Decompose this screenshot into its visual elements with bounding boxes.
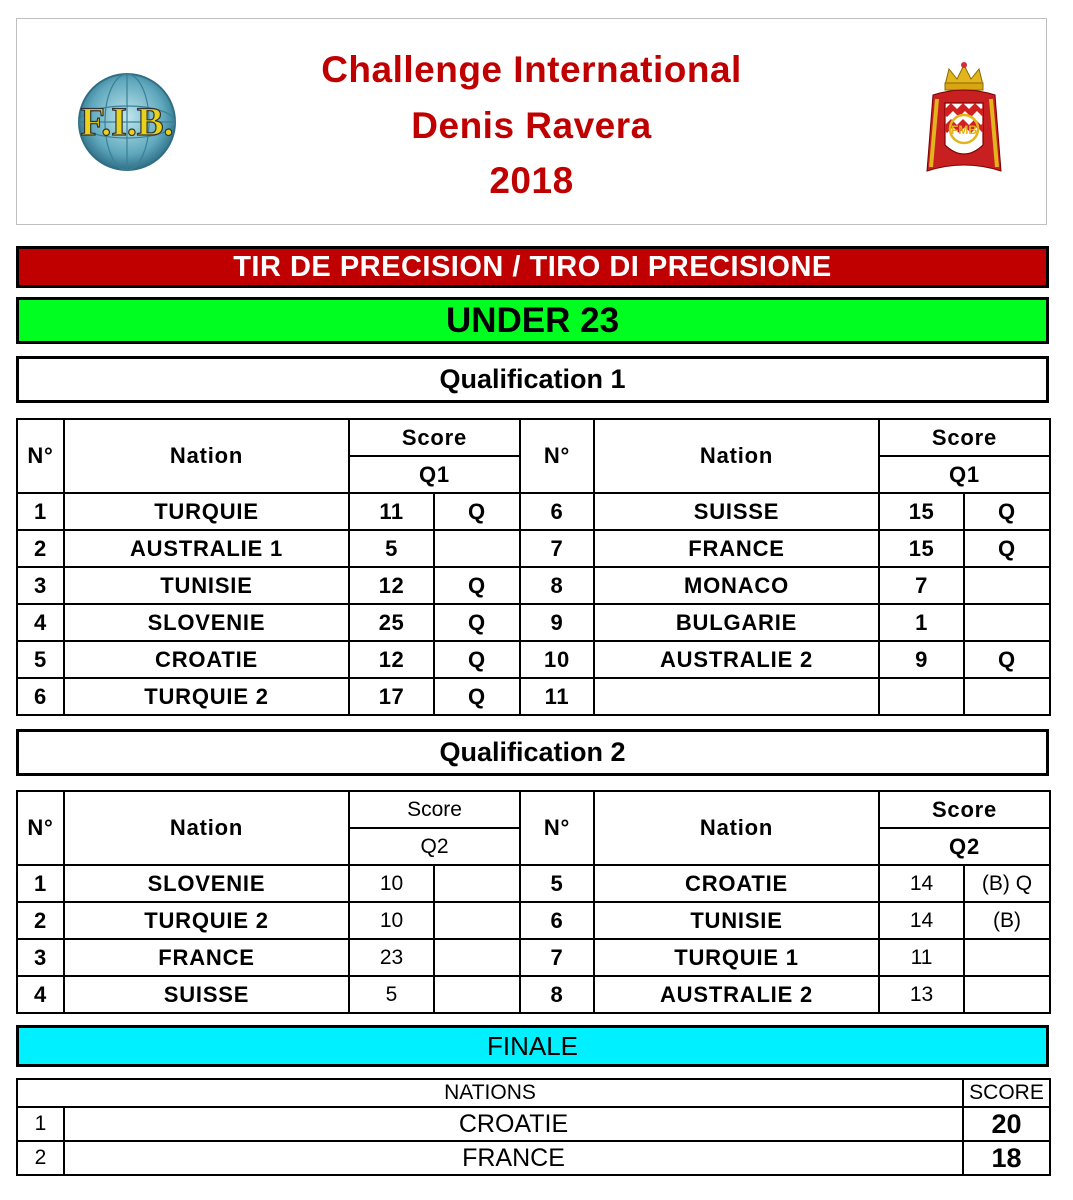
q2-nation: TUNISIE xyxy=(594,902,879,939)
q1-mark: Q xyxy=(434,604,520,641)
q1-nation: BULGARIE xyxy=(594,604,879,641)
q1-no: 2 xyxy=(17,530,64,567)
q2-no: 1 xyxy=(17,865,64,902)
q2-nation: AUSTRALIE 2 xyxy=(594,976,879,1013)
title-line-2: Denis Ravera xyxy=(411,105,652,146)
finale-title: FINALE xyxy=(16,1025,1049,1067)
q2-nation: FRANCE xyxy=(64,939,349,976)
q1-header-no-right: N° xyxy=(520,419,594,493)
q2-no: 2 xyxy=(17,902,64,939)
q1-score: 15 xyxy=(879,493,964,530)
q2-no: 4 xyxy=(17,976,64,1013)
q2-nation: TURQUIE 2 xyxy=(64,902,349,939)
title-line-1: Challenge International xyxy=(321,49,742,90)
q1-nation: MONACO xyxy=(594,567,879,604)
q1-score: 12 xyxy=(349,567,434,604)
q2-header-nation-left: Nation xyxy=(64,791,349,865)
q1-no: 1 xyxy=(17,493,64,530)
q1-header-score-left: Score xyxy=(349,419,520,456)
q1-header-nation-right: Nation xyxy=(594,419,879,493)
q1-score: 11 xyxy=(349,493,434,530)
fib-logo-text: F.I.B. xyxy=(80,99,174,144)
category-band: UNDER 23 xyxy=(16,297,1049,344)
q1-no: 7 xyxy=(520,530,594,567)
q2-nation: CROATIE xyxy=(594,865,879,902)
q1-score: 12 xyxy=(349,641,434,678)
finale-nation: CROATIE xyxy=(64,1107,963,1141)
q1-score: 1 xyxy=(879,604,964,641)
q1-nation: FRANCE xyxy=(594,530,879,567)
q1-header-no-left: N° xyxy=(17,419,64,493)
q2-no: 8 xyxy=(520,976,594,1013)
q2-score: 23 xyxy=(349,939,434,976)
q2-mark xyxy=(434,902,520,939)
finale-score: 18 xyxy=(963,1141,1050,1175)
table-row xyxy=(17,530,1050,567)
table-row xyxy=(17,1141,1050,1175)
q1-no: 10 xyxy=(520,641,594,678)
event-title-band: TIR DE PRECISION / TIRO DI PRECISIONE xyxy=(16,246,1049,288)
q1-score: 9 xyxy=(879,641,964,678)
q1-nation xyxy=(594,678,879,715)
q1-no: 11 xyxy=(520,678,594,715)
q2-mark xyxy=(434,976,520,1013)
q1-no: 8 xyxy=(520,567,594,604)
q1-mark: Q xyxy=(964,641,1050,678)
q1-nation: AUSTRALIE 2 xyxy=(594,641,879,678)
q2-no: 7 xyxy=(520,939,594,976)
q2-score: 11 xyxy=(879,939,964,976)
q1-nation: SUISSE xyxy=(594,493,879,530)
finale-header-score: SCORE xyxy=(963,1079,1050,1107)
fmb-logo-text: FMB xyxy=(951,123,977,137)
q1-no: 3 xyxy=(17,567,64,604)
q2-score: 10 xyxy=(349,902,434,939)
table-row xyxy=(17,865,1050,902)
q1-mark xyxy=(964,567,1050,604)
q2-header-no-left: N° xyxy=(17,791,64,865)
q1-header-score-right: Score xyxy=(879,419,1050,456)
table-row xyxy=(17,939,1050,976)
q2-no: 3 xyxy=(17,939,64,976)
table-row xyxy=(17,678,1050,715)
q2-mark xyxy=(434,939,520,976)
q1-nation: SLOVENIE xyxy=(64,604,349,641)
q1-score: 25 xyxy=(349,604,434,641)
q2-nation: SLOVENIE xyxy=(64,865,349,902)
q2-mark: (B) xyxy=(964,902,1050,939)
q1-score: 17 xyxy=(349,678,434,715)
q1-nation: TUNISIE xyxy=(64,567,349,604)
q2-no: 5 xyxy=(520,865,594,902)
finale-rank: 1 xyxy=(17,1107,64,1141)
q1-score: 15 xyxy=(879,530,964,567)
finale-header-nations: NATIONS xyxy=(17,1079,963,1107)
q1-mark: Q xyxy=(434,678,520,715)
table-row xyxy=(17,1107,1050,1141)
q1-no: 6 xyxy=(520,493,594,530)
q1-score: 5 xyxy=(349,530,434,567)
q1-header-round-right: Q1 xyxy=(879,456,1050,493)
table-row xyxy=(17,976,1050,1013)
q2-header-round-left: Q2 xyxy=(349,828,520,865)
q1-nation: CROATIE xyxy=(64,641,349,678)
finale-table xyxy=(16,1078,1051,1176)
q2-score: 14 xyxy=(879,902,964,939)
q1-mark: Q xyxy=(434,493,520,530)
q2-nation: TURQUIE 1 xyxy=(594,939,879,976)
q1-no: 5 xyxy=(17,641,64,678)
finale-rank: 2 xyxy=(17,1141,64,1175)
qualification2-title: Qualification 2 xyxy=(16,729,1049,776)
q1-no: 6 xyxy=(17,678,64,715)
q2-mark xyxy=(434,865,520,902)
q2-score: 5 xyxy=(349,976,434,1013)
fmb-crest-icon xyxy=(923,59,1005,181)
q2-mark xyxy=(964,976,1050,1013)
table-row xyxy=(17,567,1050,604)
q2-header-score-left: Score xyxy=(349,791,520,828)
finale-nation: FRANCE xyxy=(64,1141,963,1175)
qualification1-table xyxy=(16,418,1051,716)
q2-header-score-right: Score xyxy=(879,791,1050,828)
q2-mark: (B) Q xyxy=(964,865,1050,902)
q2-nation: SUISSE xyxy=(64,976,349,1013)
q1-mark: Q xyxy=(434,641,520,678)
q1-nation: AUSTRALIE 1 xyxy=(64,530,349,567)
q1-header-nation-left: Nation xyxy=(64,419,349,493)
qualification2-table xyxy=(16,790,1051,1014)
table-row xyxy=(17,641,1050,678)
q1-score xyxy=(879,678,964,715)
finale-score: 20 xyxy=(963,1107,1050,1141)
q2-header-round-right: Q2 xyxy=(879,828,1050,865)
q1-mark xyxy=(964,678,1050,715)
q1-mark: Q xyxy=(964,493,1050,530)
q2-score: 10 xyxy=(349,865,434,902)
table-row xyxy=(17,493,1050,530)
q2-score: 13 xyxy=(879,976,964,1013)
q2-score: 14 xyxy=(879,865,964,902)
table-row xyxy=(17,604,1050,641)
q2-no: 6 xyxy=(520,902,594,939)
q1-mark: Q xyxy=(434,567,520,604)
table-row xyxy=(17,902,1050,939)
qualification1-title: Qualification 1 xyxy=(16,356,1049,403)
q2-mark xyxy=(964,939,1050,976)
q1-mark xyxy=(964,604,1050,641)
q1-score: 7 xyxy=(879,567,964,604)
header-box xyxy=(16,18,1047,225)
q1-header-round-left: Q1 xyxy=(349,456,520,493)
title-line-3: 2018 xyxy=(489,160,574,201)
q1-nation: TURQUIE 2 xyxy=(64,678,349,715)
q2-header-no-right: N° xyxy=(520,791,594,865)
q1-mark xyxy=(434,530,520,567)
q1-nation: TURQUIE xyxy=(64,493,349,530)
q2-header-nation-right: Nation xyxy=(594,791,879,865)
q1-no: 9 xyxy=(520,604,594,641)
q1-mark: Q xyxy=(964,530,1050,567)
q1-no: 4 xyxy=(17,604,64,641)
